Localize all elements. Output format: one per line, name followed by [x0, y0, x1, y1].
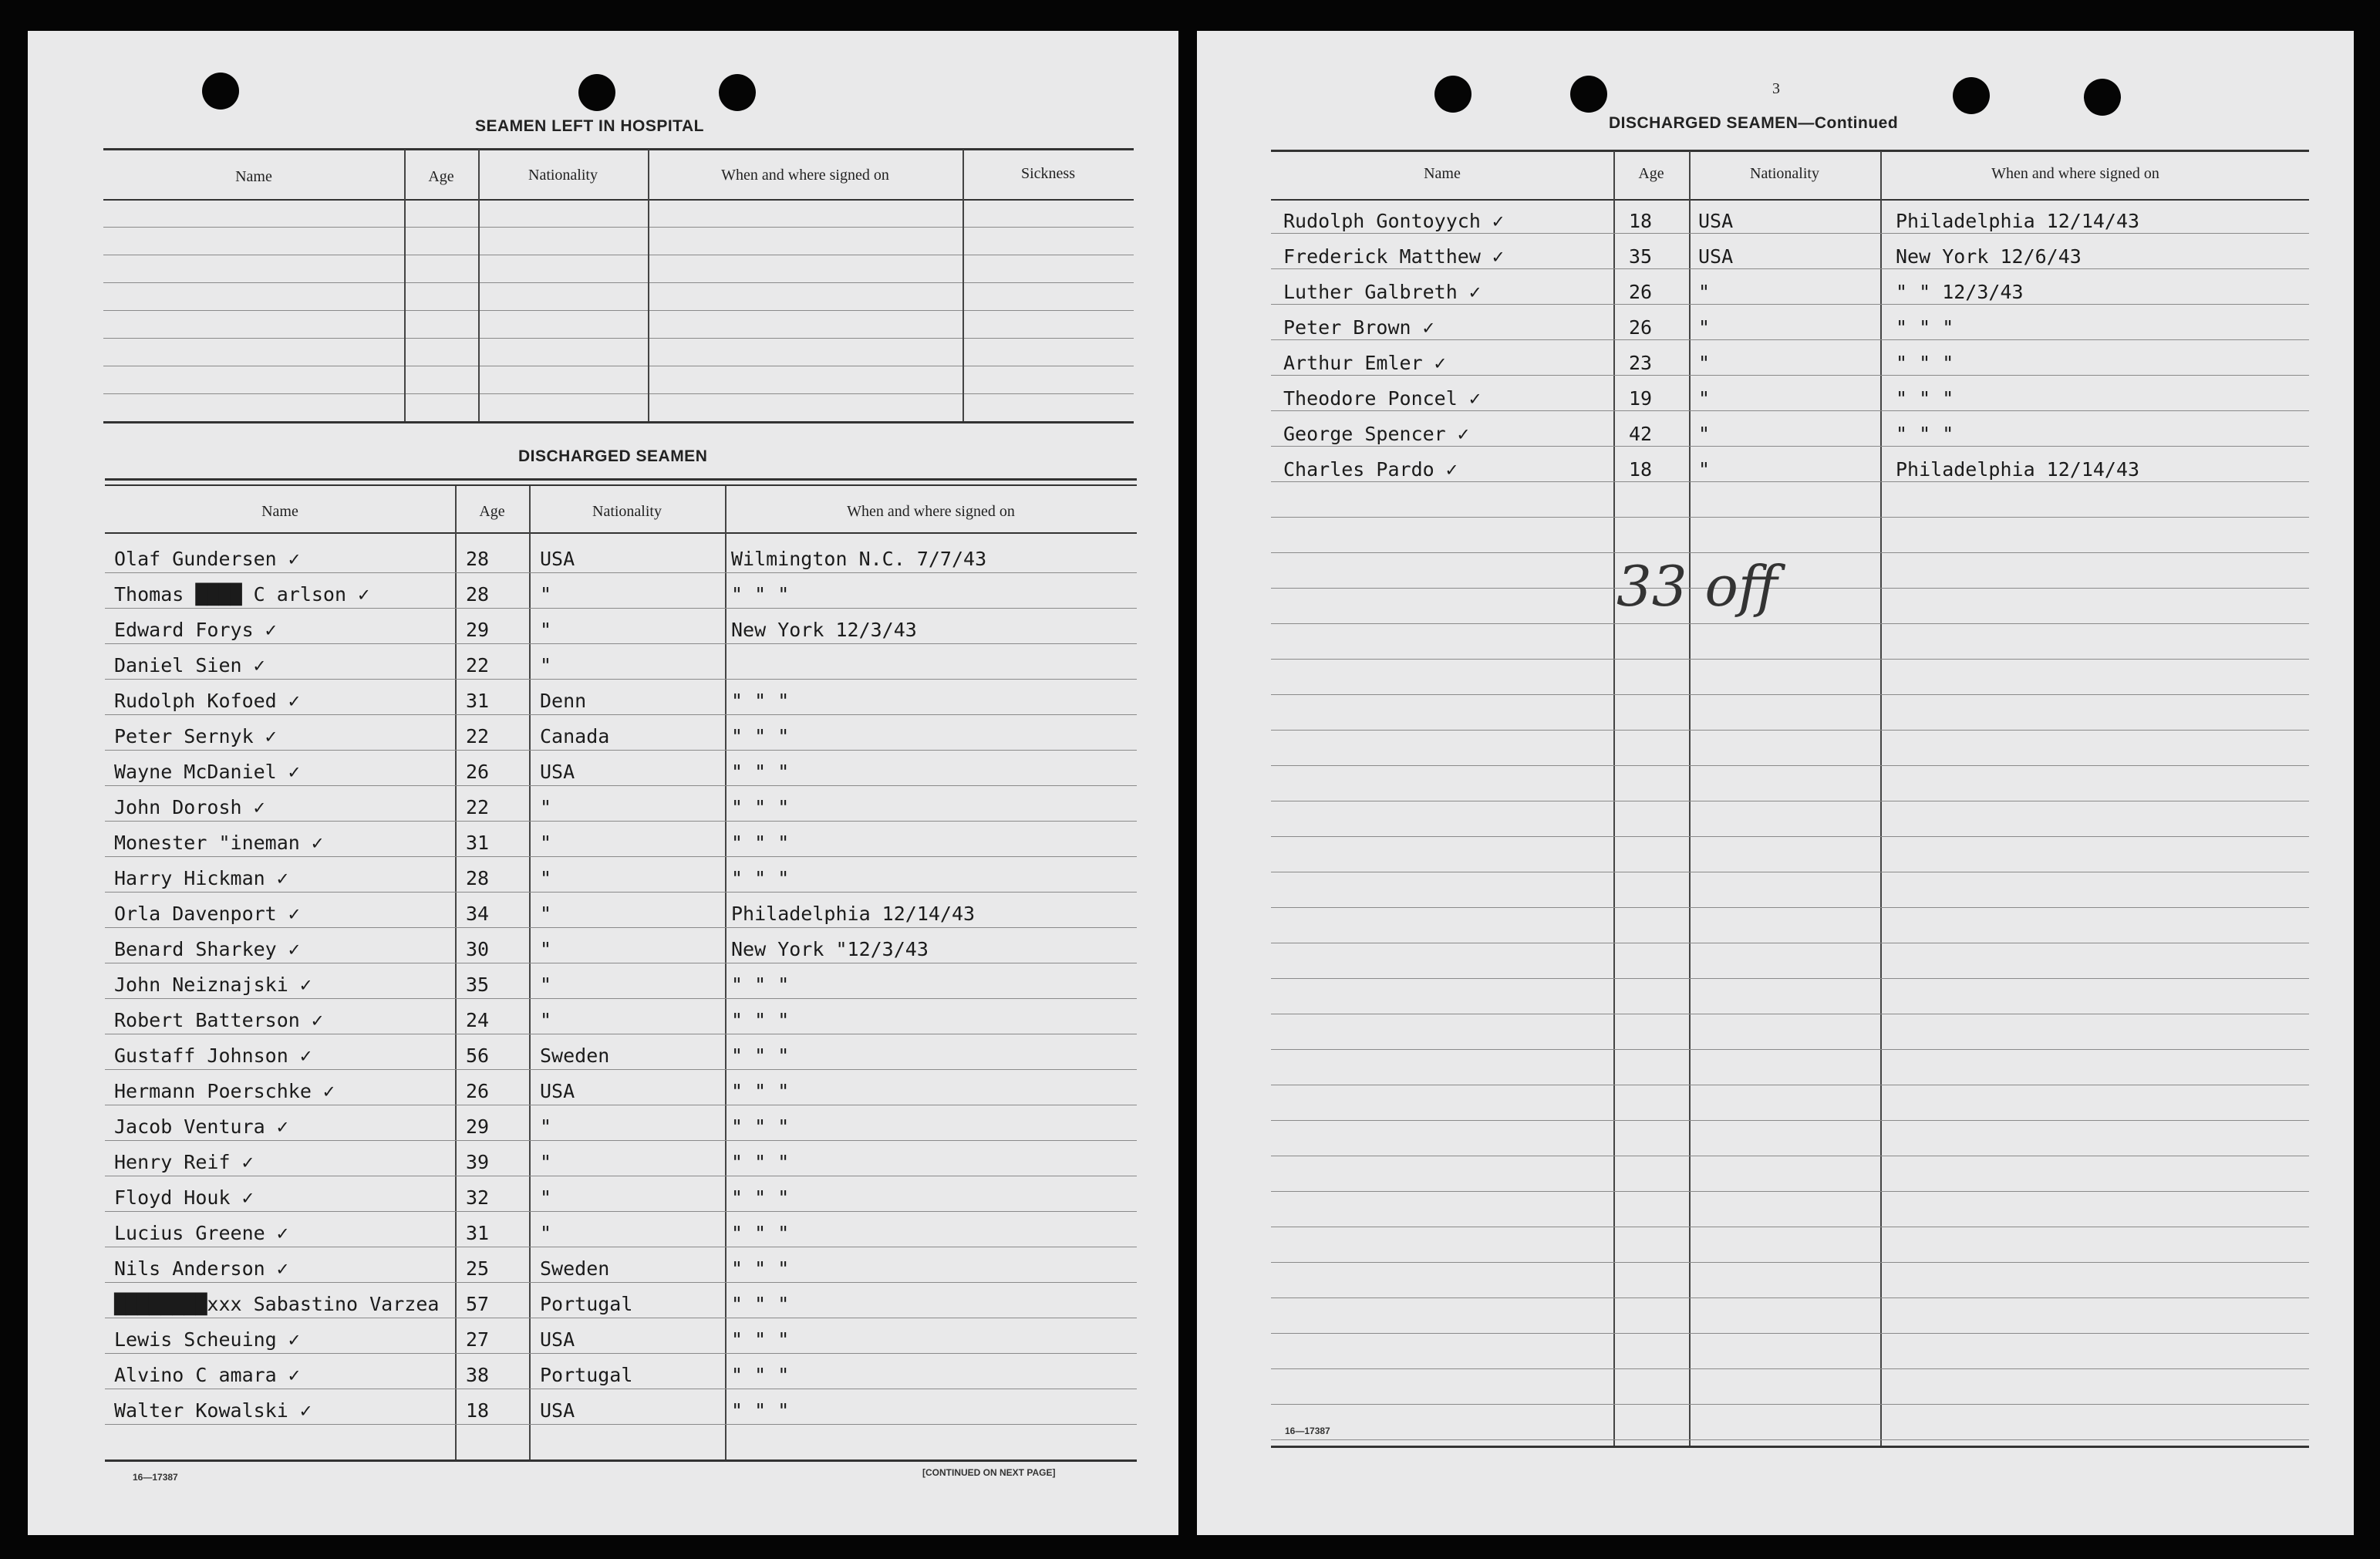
col-divider: [648, 150, 649, 421]
seaman-nationality: ": [1698, 458, 1711, 481]
seaman-age: 56: [466, 1044, 490, 1067]
ruled-line: [105, 572, 1137, 573]
seaman-name: Peter Sernyk ✓: [114, 725, 277, 747]
col-divider: [404, 150, 406, 421]
seaman-nationality: Portugal: [540, 1293, 633, 1315]
seaman-signed-on: " " ": [731, 1115, 790, 1138]
seaman-age: 18: [466, 1399, 490, 1422]
discharged-header-name: Name: [261, 503, 298, 520]
ruled-line: [105, 1424, 1137, 1425]
right-header-nationality: Nationality: [1750, 165, 1819, 182]
seaman-age: 25: [466, 1257, 490, 1280]
seaman-age: 35: [1629, 245, 1653, 268]
seaman-name: Theodore Poncel ✓: [1283, 387, 1481, 410]
seaman-signed-on: " " ": [731, 1399, 790, 1422]
ruled-line: [103, 393, 1134, 394]
seaman-nationality: ": [540, 619, 552, 641]
punch-hole: [719, 74, 756, 111]
discharged-header-signed: When and where signed on: [847, 503, 1015, 520]
col-divider: [725, 486, 726, 1459]
seaman-name: Luther Galbreth ✓: [1283, 281, 1481, 303]
punch-hole: [1953, 77, 1990, 114]
ruled-line: [103, 282, 1134, 283]
ruled-line: [1271, 1262, 2309, 1263]
seaman-age: 32: [466, 1186, 490, 1209]
seaman-nationality: ": [540, 1186, 552, 1209]
ruled-line: [1271, 1404, 2309, 1405]
discharged-section-title: DISCHARGED SEAMEN: [518, 447, 708, 465]
seaman-name: Edward Forys ✓: [114, 619, 277, 641]
seaman-name: Arthur Emler ✓: [1283, 352, 1446, 374]
seaman-age: 22: [466, 725, 490, 747]
seaman-name: George Spencer ✓: [1283, 423, 1469, 445]
col-divider: [1613, 151, 1615, 1447]
hospital-bottom-rule: [103, 421, 1134, 423]
seaman-age: 57: [466, 1293, 490, 1315]
ruled-line: [105, 643, 1137, 644]
hospital-header-sickness: Sickness: [1021, 165, 1075, 182]
seaman-age: 29: [466, 619, 490, 641]
seaman-age: 42: [1629, 423, 1653, 445]
form-number: 16—17387: [1285, 1426, 1330, 1436]
seaman-nationality: ": [540, 654, 552, 677]
seaman-nationality: ": [1698, 281, 1711, 303]
seaman-name: Frederick Matthew ✓: [1283, 245, 1504, 268]
seaman-nationality: ": [540, 867, 552, 889]
seaman-signed-on: " " ": [731, 583, 790, 606]
seaman-signed-on: " " ": [731, 796, 790, 818]
seaman-signed-on: " " ": [731, 1257, 790, 1280]
seaman-signed-on: " " ": [1896, 387, 1954, 410]
right-page: [1197, 31, 2354, 1535]
seaman-name: Lewis Scheuing ✓: [114, 1328, 300, 1351]
seaman-age: 31: [466, 1222, 490, 1244]
seaman-age: 18: [1629, 210, 1653, 232]
seaman-nationality: ": [540, 796, 552, 818]
col-divider: [455, 486, 457, 1459]
ruled-line: [1271, 1297, 2309, 1298]
seaman-name: Alvino C amara ✓: [114, 1364, 300, 1386]
seaman-nationality: Portugal: [540, 1364, 633, 1386]
ruled-line: [1271, 233, 2309, 234]
seaman-age: 26: [466, 1080, 490, 1102]
seaman-nationality: ": [540, 974, 552, 996]
hospital-header-signed: When and where signed on: [721, 167, 889, 184]
right-header-age: Age: [1638, 165, 1664, 182]
hospital-header-nationality: Nationality: [528, 167, 598, 184]
ruled-line: [105, 750, 1137, 751]
col-divider: [529, 486, 531, 1459]
seaman-name: Jacob Ventura ✓: [114, 1115, 288, 1138]
seaman-name: Benard Sharkey ✓: [114, 938, 300, 960]
seaman-signed-on: " " ": [731, 1044, 790, 1067]
handwritten-annotation: 33 off: [1616, 554, 1778, 619]
seaman-name: Thomas ████ C arlson ✓: [114, 583, 370, 606]
col-divider: [962, 150, 964, 421]
punch-hole: [202, 73, 239, 110]
discharged-header-rule: [105, 532, 1137, 534]
seaman-nationality: Denn: [540, 690, 587, 712]
ruled-line: [1271, 694, 2309, 695]
seaman-age: 24: [466, 1009, 490, 1031]
seaman-nationality: ": [540, 1222, 552, 1244]
right-header-name: Name: [1424, 165, 1461, 182]
ruled-line: [105, 1282, 1137, 1283]
seaman-name: Gustaff Johnson ✓: [114, 1044, 312, 1067]
seaman-nationality: USA: [1698, 210, 1734, 232]
ruled-line: [1271, 623, 2309, 624]
seaman-age: 26: [1629, 281, 1653, 303]
seaman-nationality: ": [540, 832, 552, 854]
seaman-age: 35: [466, 974, 490, 996]
seaman-name: Harry Hickman ✓: [114, 867, 288, 889]
seaman-signed-on: " " ": [731, 1364, 790, 1386]
seaman-signed-on: " " ": [731, 1009, 790, 1031]
right-top-rule: [1271, 150, 2309, 152]
ruled-line: [1271, 907, 2309, 908]
seaman-name: Olaf Gundersen ✓: [114, 548, 300, 570]
punch-hole: [1570, 76, 1607, 113]
ruled-line: [105, 892, 1137, 893]
seaman-name: Walter Kowalski ✓: [114, 1399, 312, 1422]
seaman-age: 19: [1629, 387, 1653, 410]
seaman-signed-on: " " ": [1896, 316, 1954, 339]
ruled-line: [103, 310, 1134, 311]
seaman-nationality: Sweden: [540, 1044, 610, 1067]
seaman-signed-on: " " ": [731, 867, 790, 889]
ruled-line: [105, 821, 1137, 822]
seaman-age: 31: [466, 832, 490, 854]
seaman-signed-on: " " ": [1896, 352, 1954, 374]
continued-note: [CONTINUED ON NEXT PAGE]: [922, 1467, 1056, 1478]
ruled-line: [1271, 1368, 2309, 1369]
ruled-line: [1271, 1333, 2309, 1334]
discharged-top-rule: [105, 478, 1137, 481]
seaman-nationality: USA: [540, 548, 575, 570]
seaman-name: John Neiznajski ✓: [114, 974, 312, 996]
punch-hole: [2084, 79, 2121, 116]
seaman-age: 39: [466, 1151, 490, 1173]
seaman-nationality: ": [540, 938, 552, 960]
ruled-line: [1271, 1049, 2309, 1050]
seaman-signed-on: New York "12/3/43: [731, 938, 929, 960]
seaman-signed-on: Philadelphia 12/14/43: [1896, 210, 2140, 232]
seaman-nationality: Canada: [540, 725, 610, 747]
right-header-signed: When and where signed on: [1991, 165, 2159, 182]
ruled-line: [1271, 446, 2309, 447]
seaman-nationality: ": [1698, 387, 1711, 410]
seaman-name: Monester "ineman ✓: [114, 832, 323, 854]
right-header-rule: [1271, 199, 2309, 201]
seaman-name: ████████xxx Sabastino Varzea: [114, 1293, 440, 1315]
ruled-line: [1271, 268, 2309, 269]
seaman-nationality: ": [1698, 352, 1711, 374]
seaman-name: Orla Davenport ✓: [114, 903, 300, 925]
col-divider: [1880, 151, 1882, 1447]
ruled-line: [105, 1140, 1137, 1141]
seaman-age: 31: [466, 690, 490, 712]
ruled-line: [1271, 410, 2309, 411]
seaman-age: 29: [466, 1115, 490, 1138]
seaman-name: John Dorosh ✓: [114, 796, 265, 818]
ruled-line: [1271, 1439, 2309, 1440]
continued-section-title: DISCHARGED SEAMEN—Continued: [1609, 114, 1899, 132]
seaman-signed-on: " " ": [731, 1328, 790, 1351]
seaman-name: Rudolph Gontoyych ✓: [1283, 210, 1504, 232]
seaman-nationality: USA: [540, 761, 575, 783]
ruled-line: [1271, 836, 2309, 837]
seaman-nationality: Sweden: [540, 1257, 610, 1280]
ruled-line: [105, 1211, 1137, 1212]
discharged-bottom-rule: [105, 1459, 1137, 1462]
hospital-header-rule: [103, 199, 1134, 201]
hospital-top-rule: [103, 148, 1134, 150]
ruled-line: [1271, 1120, 2309, 1121]
seaman-nationality: ": [1698, 423, 1711, 445]
ruled-line: [105, 608, 1137, 609]
punch-hole: [1434, 76, 1471, 113]
seaman-age: 28: [466, 867, 490, 889]
ruled-line: [1271, 978, 2309, 979]
seaman-age: 38: [466, 1364, 490, 1386]
seaman-nationality: USA: [540, 1080, 575, 1102]
seaman-signed-on: " " ": [1896, 423, 1954, 445]
seaman-signed-on: " " ": [731, 1222, 790, 1244]
seaman-signed-on: " " ": [731, 832, 790, 854]
seaman-name: Henry Reif ✓: [114, 1151, 254, 1173]
ruled-line: [1271, 588, 2309, 589]
page-number: 3: [1772, 80, 1780, 97]
ruled-line: [1271, 659, 2309, 660]
seaman-signed-on: Philadelphia 12/14/43: [731, 903, 976, 925]
ruled-line: [1271, 552, 2309, 553]
ruled-line: [1271, 375, 2309, 376]
seaman-signed-on: " " ": [731, 725, 790, 747]
seaman-signed-on: Wilmington N.C. 7/7/43: [731, 548, 987, 570]
seaman-name: Nils Anderson ✓: [114, 1257, 288, 1280]
ruled-line: [105, 856, 1137, 857]
seaman-age: 22: [466, 654, 490, 677]
seaman-age: 18: [1629, 458, 1653, 481]
seaman-nationality: ": [540, 583, 552, 606]
ruled-line: [103, 227, 1134, 228]
seaman-signed-on: " " ": [731, 1151, 790, 1173]
seaman-nationality: ": [540, 1151, 552, 1173]
seaman-nationality: USA: [540, 1399, 575, 1422]
seaman-name: Rudolph Kofoed ✓: [114, 690, 300, 712]
ruled-line: [1271, 517, 2309, 518]
seaman-signed-on: " " ": [731, 690, 790, 712]
seaman-signed-on: " " ": [731, 974, 790, 996]
ruled-line: [105, 1069, 1137, 1070]
seaman-signed-on: New York 12/6/43: [1896, 245, 2082, 268]
seaman-nationality: ": [540, 903, 552, 925]
col-divider: [478, 150, 480, 421]
seaman-nationality: USA: [1698, 245, 1734, 268]
seaman-age: 22: [466, 796, 490, 818]
ruled-line: [1271, 304, 2309, 305]
seaman-name: Floyd Houk ✓: [114, 1186, 254, 1209]
ruled-line: [1271, 1191, 2309, 1192]
ruled-line: [105, 1353, 1137, 1354]
seaman-signed-on: " " ": [731, 1186, 790, 1209]
hospital-section-title: SEAMEN LEFT IN HOSPITAL: [475, 117, 704, 135]
hospital-header-name: Name: [235, 168, 272, 185]
ruled-line: [103, 338, 1134, 339]
seaman-signed-on: New York 12/3/43: [731, 619, 917, 641]
hospital-header-age: Age: [428, 168, 454, 185]
seaman-nationality: USA: [540, 1328, 575, 1351]
form-number: 16—17387: [133, 1472, 178, 1483]
ruled-line: [105, 998, 1137, 999]
seaman-signed-on: " " ": [731, 1293, 790, 1315]
col-divider: [1689, 151, 1691, 1447]
seaman-age: 30: [466, 938, 490, 960]
ruled-line: [105, 785, 1137, 786]
left-page: [28, 31, 1178, 1535]
seaman-nationality: ": [1698, 316, 1711, 339]
ruled-line: [1271, 765, 2309, 766]
ruled-line: [1271, 339, 2309, 340]
seaman-name: Wayne McDaniel ✓: [114, 761, 300, 783]
ruled-line: [105, 679, 1137, 680]
seaman-signed-on: " " 12/3/43: [1896, 281, 2024, 303]
seaman-age: 23: [1629, 352, 1653, 374]
discharged-header-nationality: Nationality: [592, 503, 662, 520]
discharged-top-rule-2: [105, 484, 1137, 486]
seaman-age: 28: [466, 583, 490, 606]
seaman-age: 34: [466, 903, 490, 925]
seaman-age: 26: [1629, 316, 1653, 339]
ruled-line: [105, 714, 1137, 715]
seaman-name: Robert Batterson ✓: [114, 1009, 323, 1031]
ruled-line: [1271, 481, 2309, 482]
seaman-name: Daniel Sien ✓: [114, 654, 265, 677]
seaman-name: Hermann Poerschke ✓: [114, 1080, 335, 1102]
seaman-age: 26: [466, 761, 490, 783]
seaman-age: 28: [466, 548, 490, 570]
right-bottom-rule: [1271, 1446, 2309, 1448]
punch-hole: [578, 74, 615, 111]
seaman-name: Charles Pardo ✓: [1283, 458, 1458, 481]
seaman-signed-on: " " ": [731, 1080, 790, 1102]
seaman-nationality: ": [540, 1009, 552, 1031]
ruled-line: [1271, 730, 2309, 731]
seaman-signed-on: " " ": [731, 761, 790, 783]
discharged-header-age: Age: [479, 503, 505, 520]
seaman-age: 27: [466, 1328, 490, 1351]
seaman-name: Peter Brown ✓: [1283, 316, 1434, 339]
seaman-nationality: ": [540, 1115, 552, 1138]
seaman-signed-on: Philadelphia 12/14/43: [1896, 458, 2140, 481]
seaman-name: Lucius Greene ✓: [114, 1222, 288, 1244]
ruled-line: [105, 927, 1137, 928]
